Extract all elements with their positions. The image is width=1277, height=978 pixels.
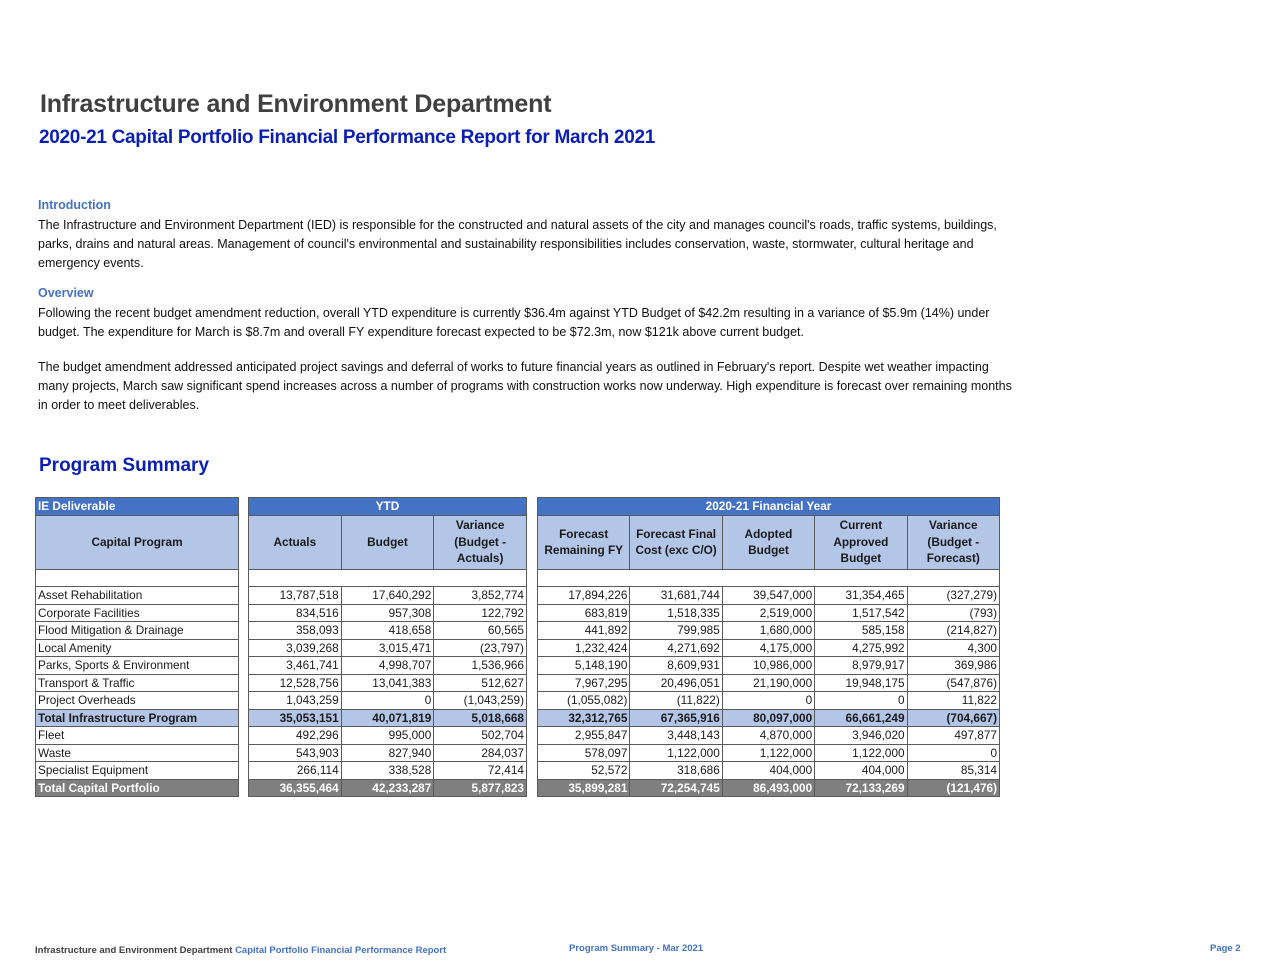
spacer-cell bbox=[538, 569, 1000, 587]
table-row bbox=[249, 639, 527, 657]
ytd-value-cell: 72,414 bbox=[434, 762, 527, 780]
grand-total-row bbox=[36, 779, 239, 797]
column-header: Forecast Remaining FY bbox=[538, 515, 630, 569]
financial-year-table bbox=[537, 497, 1000, 797]
ytd-value-cell: 512,627 bbox=[434, 674, 527, 692]
ytd-value-cell: 502,704 bbox=[434, 727, 527, 745]
column-header: Forecast Final Cost (exc C/O) bbox=[630, 515, 722, 569]
table-row bbox=[249, 744, 527, 762]
fy-value-cell: 7,967,295 bbox=[538, 674, 630, 692]
program-name-cell: Specialist Equipment bbox=[36, 762, 239, 780]
overview-text-2: The budget amendment addressed anticipated project savings and deferral of works to future financial years as outlined in February's report. Despite wet weather impacting many projects, March saw significant spend increases across a number of programs with construction works now underway. High expenditure is forecast over remaining months in order to meet deliverables. bbox=[38, 360, 1012, 413]
fy-value-cell: 3,946,020 bbox=[815, 727, 907, 745]
group-header-row bbox=[538, 498, 1000, 516]
ytd-value-cell: (1,043,259) bbox=[434, 692, 527, 710]
fy-value-cell: (327,279) bbox=[907, 587, 999, 605]
ytd-value-cell: 60,565 bbox=[434, 622, 527, 640]
fy-value-cell: 17,894,226 bbox=[538, 587, 630, 605]
introduction-text: The Infrastructure and Environment Department (IED) is responsible for the constructed and natural assets of the city and manages council's roads, traffic systems, buildings, parks, drains and natural areas. Management of council's environmental and sustainability responsibilities includes conservation, waste, stormwater, cultural heritage and emergency events. bbox=[38, 218, 997, 271]
fy-value-cell: (121,476) bbox=[907, 779, 999, 797]
program-name-cell: Waste bbox=[36, 744, 239, 762]
footer-page-number: Page 2 bbox=[1210, 943, 1241, 954]
table-row bbox=[538, 639, 1000, 657]
column-header: Current Approved Budget bbox=[815, 515, 907, 569]
table-row bbox=[538, 762, 1000, 780]
fy-value-cell: 1,122,000 bbox=[722, 744, 814, 762]
table-row bbox=[36, 762, 239, 780]
fy-value-cell: 1,518,335 bbox=[630, 604, 722, 622]
grand-total-row bbox=[538, 779, 1000, 797]
ytd-value-cell: 3,461,741 bbox=[249, 657, 342, 675]
table-row bbox=[36, 639, 239, 657]
program-summary-title: Program Summary bbox=[39, 455, 210, 476]
ytd-value-cell: 40,071,819 bbox=[341, 709, 434, 727]
fy-value-cell: 0 bbox=[815, 692, 907, 710]
fy-value-cell: 1,122,000 bbox=[630, 744, 722, 762]
fy-value-cell: (214,827) bbox=[907, 622, 999, 640]
subtotal-row bbox=[538, 709, 1000, 727]
program-name-cell: Flood Mitigation & Drainage bbox=[36, 622, 239, 640]
fy-value-cell: (793) bbox=[907, 604, 999, 622]
program-name-cell: Total Capital Portfolio bbox=[36, 779, 239, 797]
table-row bbox=[249, 604, 527, 622]
fy-value-cell: 72,133,269 bbox=[815, 779, 907, 797]
ytd-value-cell: 122,792 bbox=[434, 604, 527, 622]
table-row bbox=[249, 622, 527, 640]
fy-value-cell: 5,148,190 bbox=[538, 657, 630, 675]
spacer-row bbox=[249, 569, 527, 587]
grand-total-row bbox=[249, 779, 527, 797]
fy-value-cell: 86,493,000 bbox=[722, 779, 814, 797]
fy-value-cell: 66,661,249 bbox=[815, 709, 907, 727]
table-row bbox=[538, 622, 1000, 640]
column-header: Capital Program bbox=[36, 515, 239, 569]
fy-value-cell: 32,312,765 bbox=[538, 709, 630, 727]
page-title: Infrastructure and Environment Department bbox=[40, 90, 552, 118]
fy-value-cell: 8,979,917 bbox=[815, 657, 907, 675]
footer-department: Infrastructure and Environment Department bbox=[35, 945, 233, 956]
fy-value-cell: 19,948,175 bbox=[815, 674, 907, 692]
fy-value-cell: 85,314 bbox=[907, 762, 999, 780]
column-header: Actuals bbox=[249, 515, 342, 569]
table-row bbox=[249, 587, 527, 605]
footer-center: Program Summary - Mar 2021 bbox=[569, 943, 704, 954]
ytd-value-cell: 492,296 bbox=[249, 727, 342, 745]
report-subtitle: 2020-21 Capital Portfolio Financial Performance Report for March 2021 bbox=[39, 127, 655, 148]
fy-value-cell: 52,572 bbox=[538, 762, 630, 780]
fy-value-cell: (547,876) bbox=[907, 674, 999, 692]
fy-value-cell: 39,547,000 bbox=[722, 587, 814, 605]
fy-value-cell: 72,254,745 bbox=[630, 779, 722, 797]
deliverable-group-header: IE Deliverable bbox=[36, 498, 239, 516]
fy-value-cell: 31,354,465 bbox=[815, 587, 907, 605]
spacer-row bbox=[36, 569, 239, 587]
ytd-value-cell: 995,000 bbox=[341, 727, 434, 745]
overview-heading: Overview bbox=[38, 286, 94, 300]
table-row bbox=[249, 692, 527, 710]
column-header-row bbox=[36, 515, 239, 569]
ytd-value-cell: 42,233,287 bbox=[341, 779, 434, 797]
fy-value-cell: 4,870,000 bbox=[722, 727, 814, 745]
fy-value-cell: 1,232,424 bbox=[538, 639, 630, 657]
program-name-cell: Parks, Sports & Environment bbox=[36, 657, 239, 675]
fy-value-cell: 4,300 bbox=[907, 639, 999, 657]
ytd-value-cell: 36,355,464 bbox=[249, 779, 342, 797]
ytd-value-cell: 3,039,268 bbox=[249, 639, 342, 657]
ytd-value-cell: 418,658 bbox=[341, 622, 434, 640]
footer-report-name: Capital Portfolio Financial Performance Report bbox=[235, 945, 447, 956]
fy-value-cell: 1,680,000 bbox=[722, 622, 814, 640]
table-row bbox=[538, 657, 1000, 675]
fy-value-cell: 404,000 bbox=[722, 762, 814, 780]
ytd-value-cell: 5,877,823 bbox=[434, 779, 527, 797]
program-name-cell: Total Infrastructure Program bbox=[36, 709, 239, 727]
ytd-value-cell: 834,516 bbox=[249, 604, 342, 622]
fy-value-cell: (704,667) bbox=[907, 709, 999, 727]
table-row bbox=[36, 657, 239, 675]
ytd-value-cell: 957,308 bbox=[341, 604, 434, 622]
spacer-row bbox=[538, 569, 1000, 587]
fy-value-cell: 21,190,000 bbox=[722, 674, 814, 692]
fy-value-cell: 4,271,692 bbox=[630, 639, 722, 657]
ytd-value-cell: 12,528,756 bbox=[249, 674, 342, 692]
table-row bbox=[538, 604, 1000, 622]
deliverable-table bbox=[35, 497, 239, 797]
fy-value-cell: 585,158 bbox=[815, 622, 907, 640]
ytd-value-cell: 5,018,668 bbox=[434, 709, 527, 727]
column-header-row bbox=[538, 515, 1000, 569]
fy-value-cell: 8,609,931 bbox=[630, 657, 722, 675]
fy-value-cell: 4,275,992 bbox=[815, 639, 907, 657]
subtotal-row bbox=[36, 709, 239, 727]
fy-value-cell: 369,986 bbox=[907, 657, 999, 675]
ytd-value-cell: 1,536,966 bbox=[434, 657, 527, 675]
ytd-value-cell: 1,043,259 bbox=[249, 692, 342, 710]
fy-value-cell: 0 bbox=[722, 692, 814, 710]
fy-value-cell: 578,097 bbox=[538, 744, 630, 762]
ytd-value-cell: 13,041,383 bbox=[341, 674, 434, 692]
column-header: Variance (Budget - Actuals) bbox=[434, 515, 527, 569]
program-name-cell: Corporate Facilities bbox=[36, 604, 239, 622]
program-name-cell: Transport & Traffic bbox=[36, 674, 239, 692]
table-row bbox=[538, 587, 1000, 605]
table-row bbox=[36, 674, 239, 692]
fy-value-cell: 4,175,000 bbox=[722, 639, 814, 657]
ytd-table bbox=[248, 497, 527, 797]
spacer-cell bbox=[36, 569, 239, 587]
fy-value-cell: 0 bbox=[907, 744, 999, 762]
table-row bbox=[36, 587, 239, 605]
ytd-value-cell: 266,114 bbox=[249, 762, 342, 780]
fy-value-cell: 497,877 bbox=[907, 727, 999, 745]
fy-value-cell: 404,000 bbox=[815, 762, 907, 780]
ytd-value-cell: 338,528 bbox=[341, 762, 434, 780]
table-row bbox=[36, 692, 239, 710]
table-row bbox=[538, 674, 1000, 692]
subtotal-row bbox=[249, 709, 527, 727]
fy-value-cell: (11,822) bbox=[630, 692, 722, 710]
ytd-value-cell: 35,053,151 bbox=[249, 709, 342, 727]
ytd-value-cell: 543,903 bbox=[249, 744, 342, 762]
fy-value-cell: 2,955,847 bbox=[538, 727, 630, 745]
column-header: Variance (Budget - Forecast) bbox=[907, 515, 999, 569]
table-row bbox=[249, 657, 527, 675]
table-row bbox=[538, 744, 1000, 762]
ytd-value-cell: 358,093 bbox=[249, 622, 342, 640]
ytd-group-header: YTD bbox=[249, 498, 527, 516]
ytd-value-cell: 0 bbox=[341, 692, 434, 710]
ytd-value-cell: (23,797) bbox=[434, 639, 527, 657]
fy-value-cell: 3,448,143 bbox=[630, 727, 722, 745]
ytd-value-cell: 3,852,774 bbox=[434, 587, 527, 605]
fy-value-cell: 80,097,000 bbox=[722, 709, 814, 727]
table-row bbox=[36, 622, 239, 640]
program-name-cell: Asset Rehabilitation bbox=[36, 587, 239, 605]
ytd-value-cell: 17,640,292 bbox=[341, 587, 434, 605]
ytd-value-cell: 827,940 bbox=[341, 744, 434, 762]
ytd-value-cell: 284,037 bbox=[434, 744, 527, 762]
table-row bbox=[249, 727, 527, 745]
group-header-row bbox=[249, 498, 527, 516]
program-name-cell: Local Amenity bbox=[36, 639, 239, 657]
fy-value-cell: 2,519,000 bbox=[722, 604, 814, 622]
table-row bbox=[249, 674, 527, 692]
overview-text-1: Following the recent budget amendment reduction, overall YTD expenditure is currently $36.4m against YTD Budget of $42.2m resulting in a variance of $5.9m (14%) under budget. The expenditure for March is $8.7m and overall FY expenditure forecast expected to be $72.3m, now $121k above current budget. bbox=[38, 306, 990, 340]
fy-value-cell: 20,496,051 bbox=[630, 674, 722, 692]
table-row bbox=[36, 604, 239, 622]
program-name-cell: Fleet bbox=[36, 727, 239, 745]
fy-value-cell: 10,986,000 bbox=[722, 657, 814, 675]
column-header: Adopted Budget bbox=[722, 515, 814, 569]
fy-value-cell: 67,365,916 bbox=[630, 709, 722, 727]
column-header: Budget bbox=[341, 515, 434, 569]
table-row bbox=[538, 692, 1000, 710]
fy-value-cell: 1,517,542 bbox=[815, 604, 907, 622]
fy-value-cell: 441,892 bbox=[538, 622, 630, 640]
table-row bbox=[36, 727, 239, 745]
ytd-value-cell: 3,015,471 bbox=[341, 639, 434, 657]
group-header-row bbox=[36, 498, 239, 516]
spacer-cell bbox=[249, 569, 527, 587]
table-row bbox=[538, 727, 1000, 745]
fy-value-cell: 31,681,744 bbox=[630, 587, 722, 605]
ytd-value-cell: 13,787,518 bbox=[249, 587, 342, 605]
fy-value-cell: 318,686 bbox=[630, 762, 722, 780]
program-name-cell: Project Overheads bbox=[36, 692, 239, 710]
column-header-row bbox=[249, 515, 527, 569]
fy-value-cell: 1,122,000 bbox=[815, 744, 907, 762]
fy-value-cell: 11,822 bbox=[907, 692, 999, 710]
fy-value-cell: (1,055,082) bbox=[538, 692, 630, 710]
fy-group-header: 2020-21 Financial Year bbox=[538, 498, 1000, 516]
footer-left bbox=[35, 945, 446, 956]
ytd-value-cell: 4,998,707 bbox=[341, 657, 434, 675]
introduction-heading: Introduction bbox=[38, 198, 111, 212]
table-row bbox=[36, 744, 239, 762]
fy-value-cell: 35,899,281 bbox=[538, 779, 630, 797]
fy-value-cell: 683,819 bbox=[538, 604, 630, 622]
table-row bbox=[249, 762, 527, 780]
fy-value-cell: 799,985 bbox=[630, 622, 722, 640]
